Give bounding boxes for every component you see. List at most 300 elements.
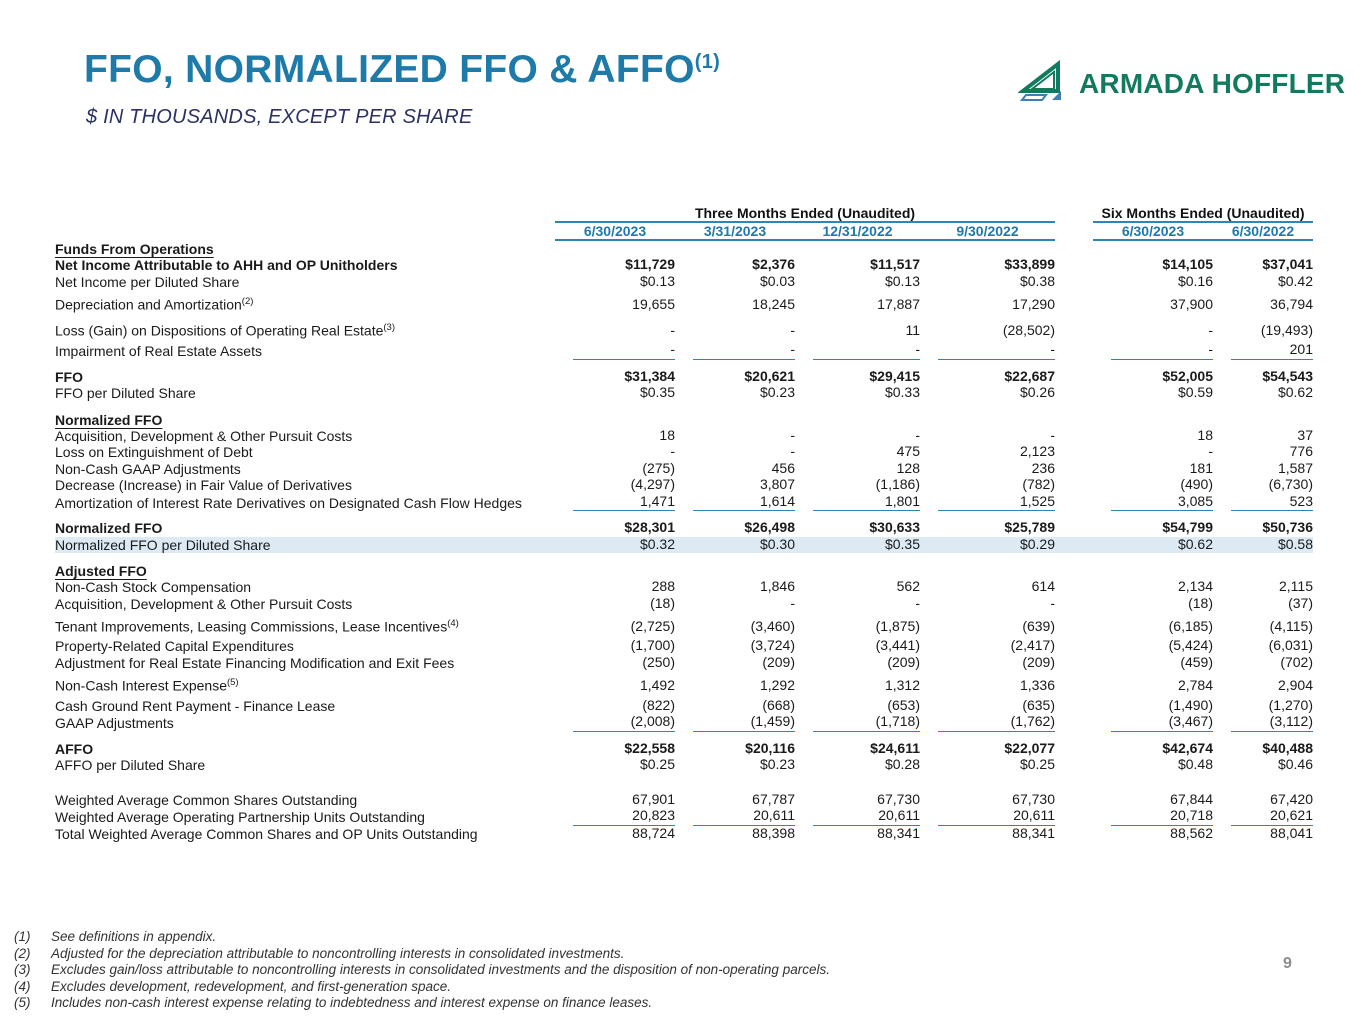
row-label [55, 612, 555, 638]
value-text: $0.33 [884, 384, 920, 401]
value-cell [795, 757, 920, 774]
value-cell [795, 808, 920, 826]
value-cell [920, 369, 1055, 386]
value-text: - [790, 594, 795, 611]
value-cell [1213, 596, 1313, 613]
value-cell [795, 638, 920, 655]
value-text: (1,490) [1168, 696, 1213, 713]
row-label [55, 290, 555, 316]
row-label [55, 477, 555, 494]
value-cell [920, 257, 1055, 274]
value-text: 20,718 [1111, 808, 1213, 826]
value-text: $54,799 [1162, 519, 1213, 536]
value-cell [555, 477, 675, 494]
value-text: 2,904 [1277, 677, 1313, 694]
value-cell [555, 428, 675, 445]
table-row [55, 385, 1313, 402]
row-label-text: Property-Related Capital Expenditures [55, 638, 294, 655]
footnote-ref: (2) [241, 296, 254, 307]
value-cell [555, 741, 675, 758]
value-text: 2,123 [1019, 443, 1055, 460]
row-label [55, 792, 555, 809]
section-header: Adjusted FFO [55, 563, 147, 580]
value-cell [1093, 655, 1213, 672]
date-column-header: 9/30/2022 [920, 222, 1055, 240]
value-text: $0.59 [1177, 384, 1213, 401]
value-text: 614 [1031, 578, 1055, 595]
value-cell [1213, 826, 1313, 843]
value-cell [1213, 638, 1313, 655]
value-cell [675, 757, 795, 774]
value-text: 67,844 [1170, 790, 1213, 807]
table-row [55, 369, 1313, 386]
table-row [55, 612, 1313, 638]
value-text: $11,517 [870, 256, 920, 272]
value-cell [555, 826, 675, 843]
value-text: (18) [1188, 594, 1213, 611]
value-text: 288 [651, 578, 675, 595]
value-text: (3,441) [875, 637, 920, 654]
table-row [55, 316, 1313, 342]
value-text: 1,492 [639, 677, 675, 694]
value-text: $26,498 [744, 519, 795, 536]
value-text: 1,525 [938, 494, 1055, 512]
value-text: (1,762) [938, 714, 1055, 732]
value-cell [920, 826, 1055, 843]
value-text: 18 [1197, 426, 1213, 443]
value-text: $29,415 [869, 367, 920, 384]
value-cell [795, 698, 920, 715]
row-label-text: Total Weighted Average Common Shares and OP Units Outstanding [55, 825, 478, 842]
table-row [55, 274, 1313, 291]
value-cell [795, 342, 920, 360]
value-text: $0.13 [639, 272, 675, 289]
value-cell [920, 428, 1055, 445]
value-cell [920, 579, 1055, 596]
value-cell [920, 741, 1055, 758]
value-text: $31,384 [624, 367, 675, 384]
value-text: $14,105 [1162, 256, 1213, 272]
row-label [55, 444, 555, 461]
value-cell [920, 698, 1055, 715]
value-text: (668) [762, 696, 795, 713]
row-label-text: Non-Cash Stock Compensation [55, 579, 252, 596]
value-cell [1093, 257, 1213, 274]
row-label [55, 257, 555, 274]
value-text: (209) [762, 653, 795, 670]
value-text: $30,633 [869, 519, 920, 536]
value-text: 88,724 [632, 824, 675, 841]
value-text: 37,900 [1170, 295, 1213, 312]
value-text: (2,008) [573, 714, 675, 732]
value-cell [920, 385, 1055, 402]
footnote-number: (3) [14, 962, 31, 978]
value-cell [1213, 444, 1313, 461]
value-text: (275) [642, 459, 675, 476]
value-cell [1093, 826, 1213, 843]
value-cell [1213, 461, 1313, 478]
footnote-line [14, 962, 830, 979]
value-text: $0.23 [759, 756, 795, 773]
row-label-text: AFFO [55, 740, 94, 757]
footnote-line [14, 946, 830, 963]
value-cell [1093, 579, 1213, 596]
footnote-text: Excludes development, redevelopment, and first-generation space. [51, 978, 451, 994]
row-label [55, 671, 555, 697]
section-header: Funds From Operations [55, 241, 214, 257]
value-text: $0.13 [884, 272, 920, 289]
value-text: 128 [896, 459, 920, 476]
row-label [55, 369, 555, 386]
value-text: (1,459) [693, 714, 795, 732]
value-text: 1,846 [759, 578, 795, 595]
value-text: 88,341 [877, 824, 920, 841]
value-text: (1,718) [813, 714, 920, 732]
value-cell [795, 444, 920, 461]
value-text: $0.25 [639, 756, 675, 773]
table-row [55, 477, 1313, 494]
value-text: $0.58 [1277, 535, 1313, 552]
value-text: - [790, 443, 795, 460]
table-row [55, 671, 1313, 697]
value-text: 19,655 [632, 295, 675, 312]
value-text: $37,041 [1262, 256, 1313, 272]
value-cell [1213, 612, 1313, 638]
value-text: 2,115 [1279, 578, 1313, 595]
value-cell [795, 579, 920, 596]
value-cell [920, 596, 1055, 613]
row-label-text: Loss (Gain) on Dispositions of Operating Real Estate [55, 322, 384, 339]
value-text: 1,336 [1019, 677, 1055, 694]
footnote-text: Excludes gain/loss attributable to noncontrolling interests in consolidated investments and the disposition of non-operating parcels. [51, 962, 830, 978]
value-text: $20,116 [745, 739, 795, 756]
value-text: (37) [1288, 594, 1313, 611]
row-label [55, 698, 555, 715]
value-text: $25,789 [1004, 519, 1055, 536]
value-text: $22,687 [1004, 367, 1055, 384]
value-text: (653) [887, 696, 920, 713]
row-label [55, 274, 555, 291]
row-label-text: Adjustment for Real Estate Financing Modification and Exit Fees [55, 654, 455, 671]
row-label-text: Net Income Attributable to AHH and OP Unitholders [55, 257, 398, 273]
value-cell [675, 579, 795, 596]
value-text: (28,502) [1002, 321, 1055, 338]
row-label [55, 808, 555, 826]
financial-table [55, 205, 1313, 842]
value-cell [555, 257, 675, 274]
footnote-ref: (5) [226, 677, 239, 689]
group-header-row [55, 205, 1313, 222]
row-label-text: Non-Cash GAAP Adjustments [55, 460, 241, 477]
value-text: $0.35 [884, 535, 920, 552]
row-label-text: Non-Cash Interest Expense [55, 678, 227, 695]
value-text: (209) [887, 653, 920, 670]
value-cell [920, 444, 1055, 461]
row-label-text: Depreciation and Amortization [55, 296, 242, 313]
value-cell [555, 655, 675, 672]
value-cell [920, 655, 1055, 672]
value-cell [1093, 698, 1213, 715]
value-cell [555, 494, 675, 512]
table-row [55, 428, 1313, 445]
footnote-text: Adjusted for the depreciation attributable to noncontrolling interests in consolidated investments. [51, 945, 625, 961]
value-cell [1093, 520, 1213, 537]
value-text: 1,614 [693, 494, 795, 512]
value-text: 2,784 [1177, 677, 1213, 694]
spacer-row [55, 360, 1313, 369]
row-label [55, 741, 555, 758]
table-row [55, 757, 1313, 774]
footnotes [14, 929, 830, 1012]
row-label-text: Normalized FFO per Diluted Share [55, 536, 271, 553]
value-text: 236 [1031, 459, 1055, 476]
value-cell [555, 792, 675, 809]
value-text: - [1208, 443, 1213, 460]
value-text: $22,077 [1004, 739, 1055, 756]
row-label [55, 757, 555, 774]
value-cell [920, 494, 1055, 512]
table-row [55, 444, 1313, 461]
value-text: (459) [1180, 653, 1213, 670]
date-column-header: 6/30/2022 [1213, 222, 1313, 240]
value-cell [555, 316, 675, 342]
row-label [55, 385, 555, 402]
value-text: $0.26 [1019, 384, 1055, 401]
value-cell [675, 257, 795, 274]
value-text: (2,417) [1010, 637, 1055, 654]
value-text: - [790, 321, 795, 338]
value-cell [795, 385, 920, 402]
value-text: $0.42 [1277, 272, 1313, 289]
value-cell [1093, 612, 1213, 638]
value-cell [795, 520, 920, 537]
value-text: 17,290 [1012, 295, 1055, 312]
value-cell [1213, 698, 1313, 715]
value-cell [675, 316, 795, 342]
footnote-number: (4) [14, 978, 31, 994]
row-label-text: Net Income per Diluted Share [55, 273, 240, 290]
value-text: (635) [1022, 696, 1055, 713]
value-cell [1093, 757, 1213, 774]
value-cell [555, 671, 675, 697]
value-text: $0.48 [1177, 756, 1213, 773]
footnote-number: (2) [14, 945, 31, 961]
value-text: $0.35 [639, 384, 675, 401]
row-label [55, 342, 555, 360]
value-cell [675, 428, 795, 445]
table-row [55, 537, 1313, 554]
value-text: - [1050, 426, 1055, 443]
value-text: 11 [905, 321, 920, 338]
value-cell [795, 655, 920, 672]
value-text: $28,301 [624, 519, 675, 536]
value-text: $22,558 [624, 739, 675, 756]
value-text: 20,611 [813, 808, 920, 826]
value-cell [675, 612, 795, 638]
value-cell [795, 369, 920, 386]
value-text: (6,031) [1268, 637, 1313, 654]
value-text: $0.16 [1177, 272, 1213, 289]
value-text: (4,115) [1269, 617, 1313, 634]
value-text: 562 [896, 578, 920, 595]
value-text: - [1111, 342, 1213, 360]
table-row [55, 826, 1313, 843]
value-cell [920, 316, 1055, 342]
value-cell [795, 826, 920, 843]
row-label-text: AFFO per Diluted Share [55, 757, 206, 774]
value-cell [555, 274, 675, 291]
row-label [55, 638, 555, 655]
value-text: $0.23 [759, 384, 795, 401]
value-text: $0.62 [1177, 535, 1213, 552]
row-label [55, 494, 555, 512]
value-cell [1213, 757, 1313, 774]
value-cell [795, 741, 920, 758]
value-text: 475 [896, 443, 920, 460]
armada-hoffler-sail-icon [1018, 60, 1070, 107]
value-text: (209) [1022, 653, 1055, 670]
value-cell [1213, 428, 1313, 445]
value-cell [795, 792, 920, 809]
column-group-header: Three Months Ended (Unaudited) [555, 205, 1055, 222]
value-cell [1093, 316, 1213, 342]
value-text: 88,341 [1012, 824, 1055, 841]
row-label-text: Weighted Average Operating Partnership Units Outstanding [55, 809, 425, 826]
value-cell [795, 671, 920, 697]
value-cell [555, 444, 675, 461]
value-text: (3,112) [1231, 714, 1313, 732]
value-cell [555, 612, 675, 638]
table-row [55, 698, 1313, 715]
spacer-row [55, 774, 1313, 792]
spacer-row [55, 402, 1313, 412]
value-cell [675, 477, 795, 494]
value-cell [795, 477, 920, 494]
table-row [55, 290, 1313, 316]
value-text: 1,312 [884, 677, 920, 694]
value-cell [675, 274, 795, 291]
value-text: - [1208, 321, 1213, 338]
value-cell [555, 638, 675, 655]
value-cell [795, 537, 920, 554]
value-cell [675, 369, 795, 386]
value-cell [1093, 461, 1213, 478]
value-text: $0.25 [1019, 756, 1055, 773]
value-cell [795, 257, 920, 274]
value-text: 1,801 [813, 494, 920, 512]
date-column-header: 6/30/2023 [555, 222, 675, 240]
value-cell [795, 714, 920, 732]
value-cell [1093, 638, 1213, 655]
value-cell [920, 808, 1055, 826]
value-cell [555, 290, 675, 316]
page-title-text: FFO, NORMALIZED FFO & AFFO [84, 48, 695, 91]
table-row [55, 792, 1313, 809]
value-cell [1093, 714, 1213, 732]
value-cell [1093, 596, 1213, 613]
armada-hoffler-logo [1018, 60, 1345, 107]
value-text: $0.30 [759, 535, 795, 552]
value-cell [1213, 274, 1313, 291]
value-text: $0.28 [884, 756, 920, 773]
value-text: (19,493) [1260, 321, 1313, 338]
value-cell [675, 671, 795, 697]
value-text: $0.46 [1277, 756, 1313, 773]
value-cell [555, 808, 675, 826]
value-text: 18 [659, 426, 675, 443]
value-text: 18,245 [752, 295, 795, 312]
value-cell [1093, 477, 1213, 494]
value-text: 1,587 [1277, 459, 1313, 476]
value-text: (18) [650, 594, 675, 611]
value-cell [920, 792, 1055, 809]
value-text: (1,270) [1268, 696, 1313, 713]
value-text: 67,901 [632, 790, 675, 807]
value-cell [675, 290, 795, 316]
footnote-line [14, 929, 830, 946]
row-label [55, 428, 555, 445]
value-text: $20,621 [744, 367, 795, 384]
footnote-ref: (3) [383, 322, 396, 334]
value-text: (3,724) [750, 637, 795, 654]
value-text: $40,488 [1262, 739, 1313, 756]
value-cell [675, 494, 795, 512]
value-text: (702) [1280, 653, 1313, 670]
footnote-line [14, 979, 830, 996]
value-text: 3,085 [1111, 494, 1213, 512]
value-text: - [813, 342, 920, 360]
page-title-footnote-ref: (1) [694, 51, 721, 73]
value-cell [920, 461, 1055, 478]
value-cell [675, 826, 795, 843]
value-cell [1213, 477, 1313, 494]
value-cell [675, 342, 795, 360]
section-row [55, 563, 1313, 579]
value-text: - [670, 321, 675, 338]
value-text: (1,700) [630, 637, 675, 654]
value-text: $24,611 [870, 739, 920, 756]
row-label-text: Acquisition, Development & Other Pursuit Costs [55, 595, 353, 612]
row-label [55, 461, 555, 478]
value-cell [675, 741, 795, 758]
row-label-text: Weighted Average Common Shares Outstanding [55, 791, 358, 808]
value-cell [1213, 520, 1313, 537]
table-row [55, 461, 1313, 478]
table-row [55, 257, 1313, 274]
row-label-text: Tenant Improvements, Leasing Commissions, Lease Incentives [55, 618, 448, 635]
row-label [55, 520, 555, 537]
value-text: (1,875) [875, 617, 920, 634]
value-cell [555, 757, 675, 774]
date-header-row [55, 222, 1313, 240]
value-cell [1093, 792, 1213, 809]
row-label-text: Normalized FFO [55, 520, 163, 537]
row-label [55, 316, 555, 342]
value-text: - [915, 426, 920, 443]
value-cell [795, 428, 920, 445]
value-cell [1213, 808, 1313, 826]
value-cell [1093, 444, 1213, 461]
value-cell [675, 698, 795, 715]
value-cell [1093, 274, 1213, 291]
value-text: 201 [1231, 342, 1313, 360]
value-text: (3,460) [750, 617, 795, 634]
value-cell [1213, 316, 1313, 342]
value-text: - [790, 426, 795, 443]
footnote-text: Includes non-cash interest expense relating to indebtedness and interest expense on finance leases. [51, 995, 653, 1011]
value-cell [1093, 290, 1213, 316]
date-column-header: 6/30/2023 [1093, 222, 1213, 240]
